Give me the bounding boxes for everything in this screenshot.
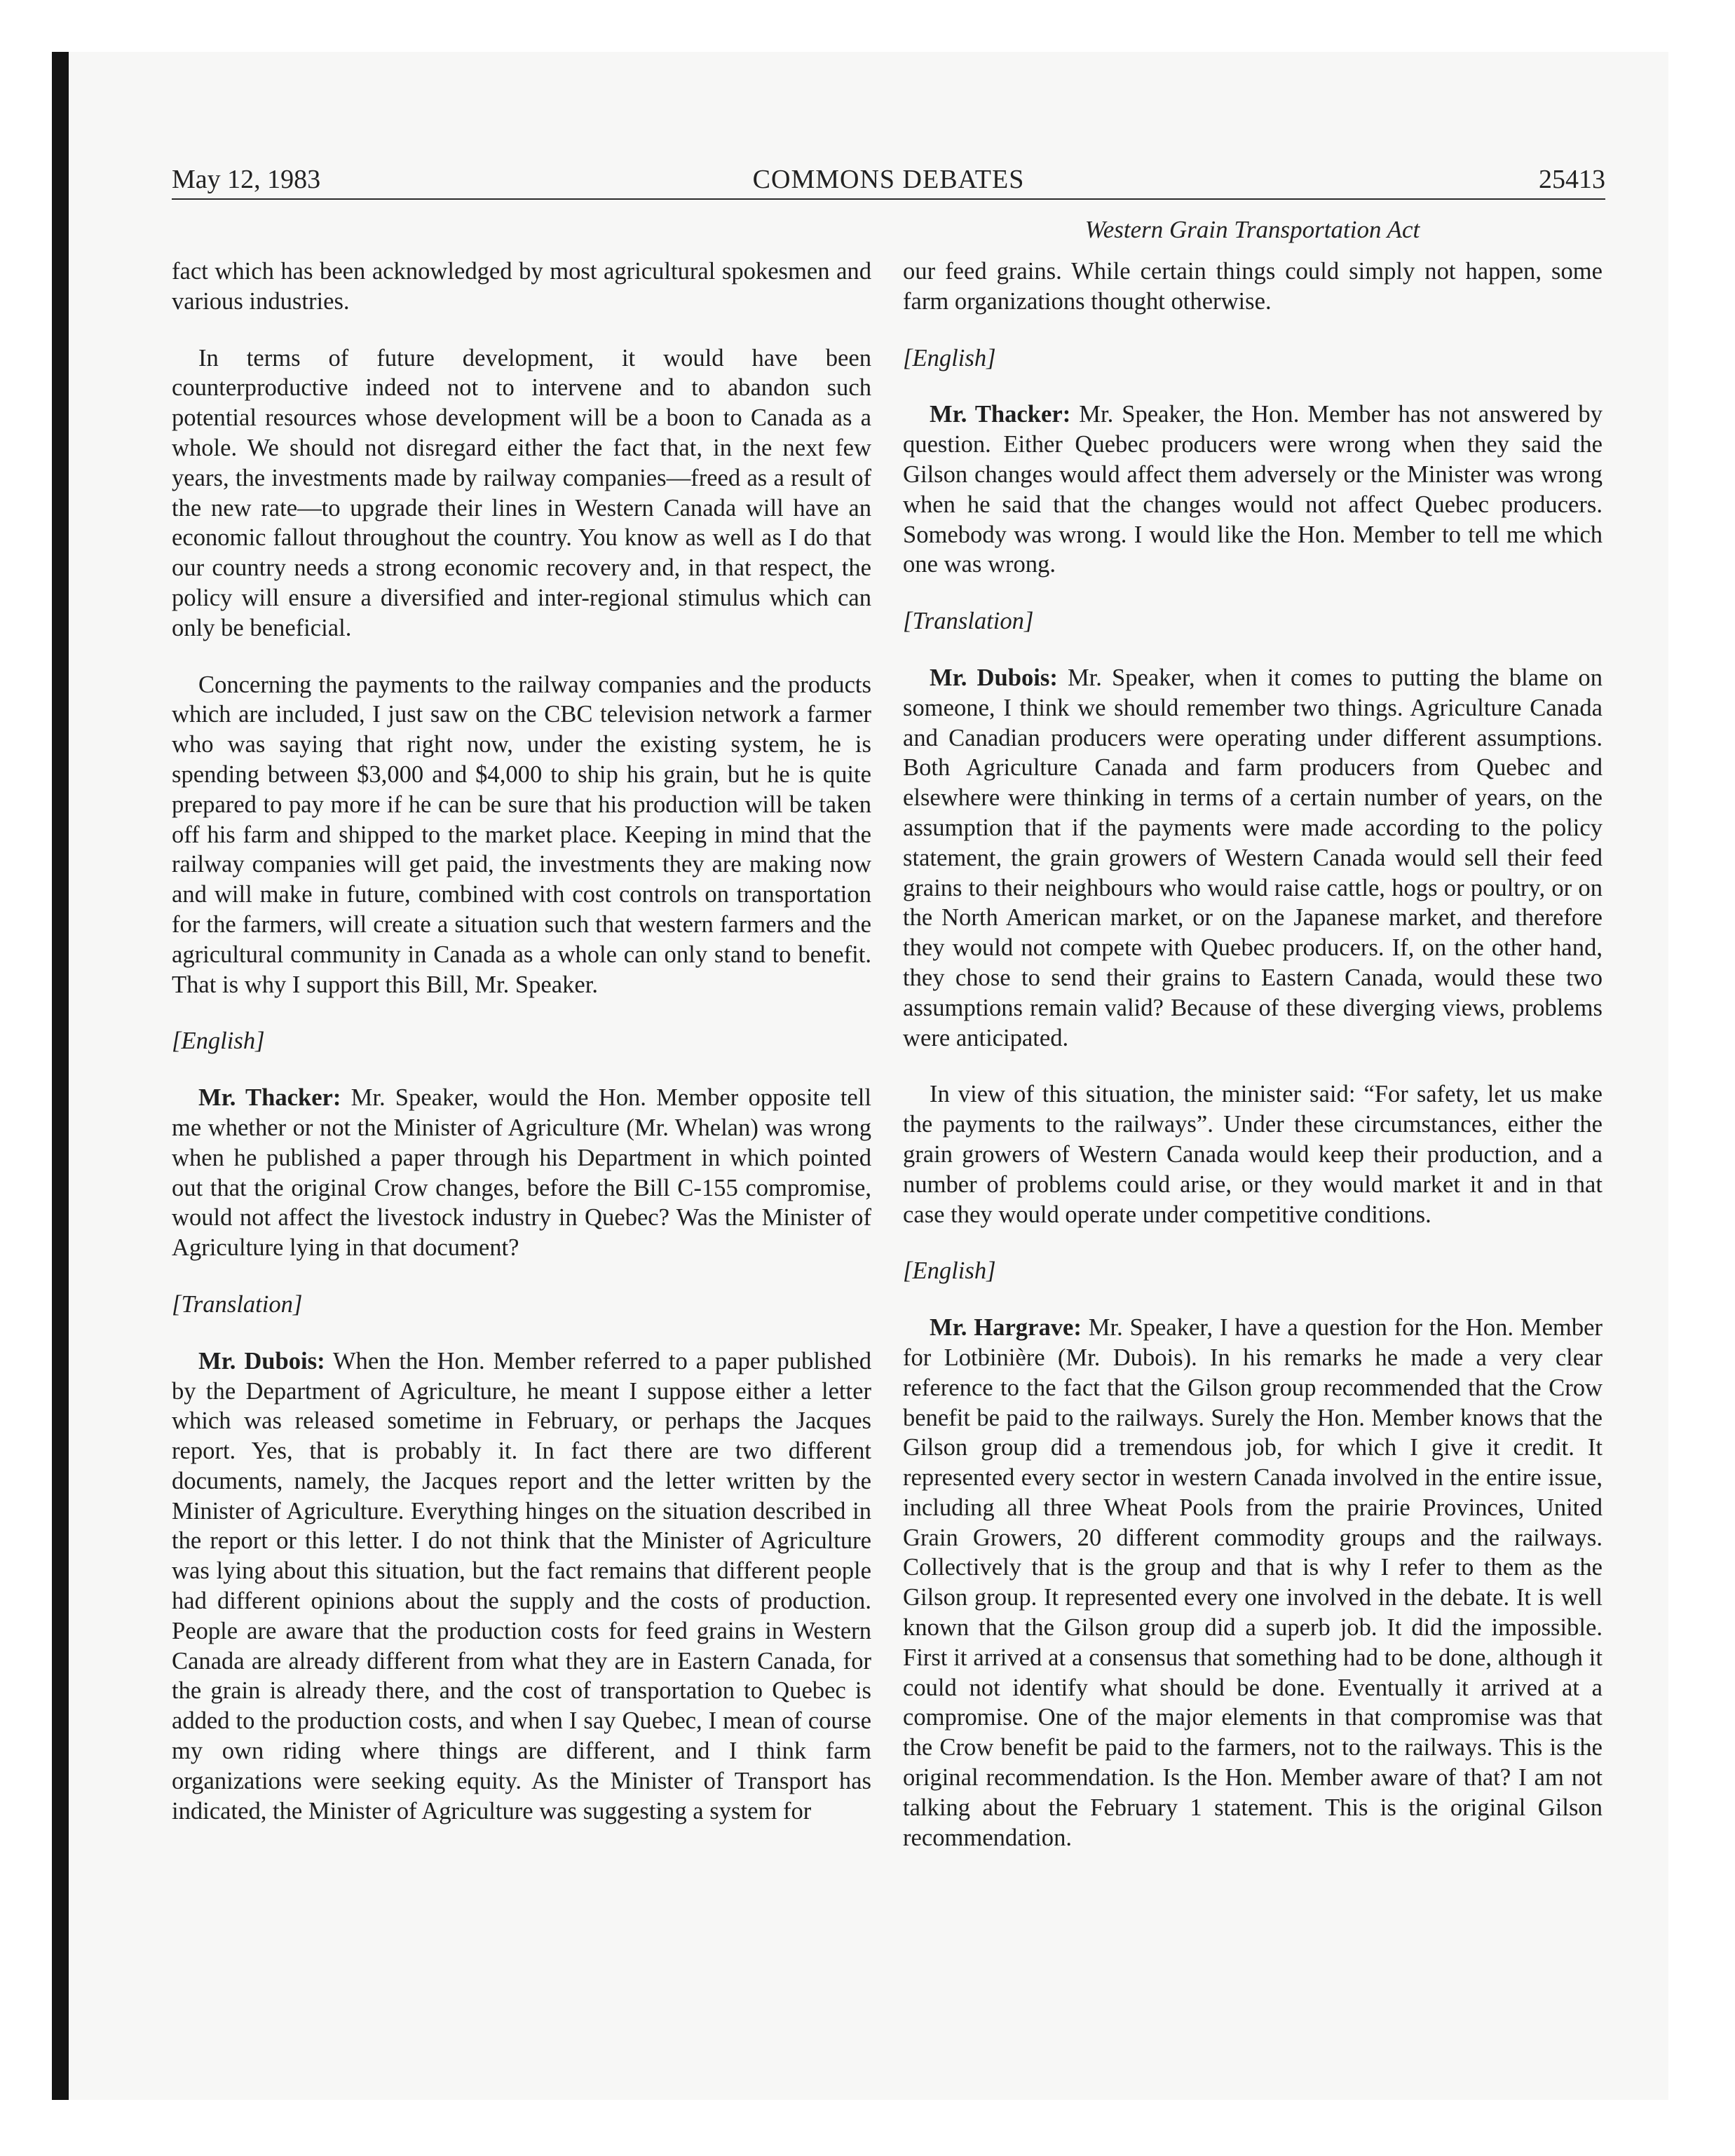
section-title: Western Grain Transportation Act	[1084, 216, 1420, 243]
speech-text: When the Hon. Member referred to a paper published by the Department of Agriculture, he meant I suppose either a letter which was released sometime in February, or perhaps the Jacques report. Yes, that is probably it. In fact there are two different documents, namely, the Jacques report and the letter written by the Minister of Agriculture. Everything hinges on the situation described in the report or this letter. I do not think that the Minister of Agriculture was lying about this situation, but the fact remains that different people had different opinions about the supply and the costs of production. People are aware that the production costs for feed grains in Western Canada are already different from what they are in Eastern Canada, for the grain is already there, and the cost of transportation to Quebec is added to the production costs, and when I say Quebec, I mean of course my own riding where things are different, and I think farm organizations were seeking equity. As the Minister of Transport has indicated, the Minister of Agriculture was suggesting a system for	[172, 1347, 871, 1824]
speech-text: Mr. Speaker, would the Hon. Member opposite tell me whether or not the Minister of Agriculture (Mr. Whelan) was wrong when he published a paper through his Department in which pointed out that the original Crow changes, before the Bill C-155 compromise, would not affect the livestock industry in Quebec? Was the Minister of Agriculture lying in that document?	[172, 1084, 871, 1262]
header-publication: COMMONS DEBATES	[752, 165, 1025, 194]
speech-text: Mr. Speaker, I have a question for the Hon. Member for Lotbinière (Mr. Dubois). In his remarks he made a very clear reference to the fact that the Gilson group recommended that the Crow benefit be paid to the railways. Surely the Hon. Member knows that the Gilson group did a tremendous job, for which I give it credit. It represented every sector in western Canada involved in the entire issue, including all three Wheat Pools from the prairie Provinces, United Grain Growers, 20 different commodity groups and the railways. Collectively that is the group and that is why I refer to them as the Gilson group. It represented every one involved in the debate. It is well known that the Gilson group did a superb job. It did the impossible. First it arrived at a consensus that something had to be done, although it could not identify what should be done. Eventually it arrived at a compromise. One of the major elements in that compromise was that the Crow benefit be paid to the farmers, not to the railways. This is the original recommendation. Is the Hon. Member aware of that? I am not talking about the February 1 statement. This is the original Gilson recommendation.	[903, 1314, 1603, 1851]
language-marker: [ English ]	[172, 1026, 871, 1056]
running-header	[172, 161, 1605, 198]
header-date: May 12, 1983	[172, 165, 321, 194]
header-rule	[172, 198, 1605, 200]
paragraph: fact which has been acknowledged by most agricultural spokesmen and various industries.	[172, 258, 871, 315]
scan-edge-bar	[52, 52, 69, 2100]
speech	[903, 400, 1603, 580]
paragraph: In terms of future development, it would have been counterproductive indeed not to intervene and to abandon such potential resources whose development will be a boon to Canada as a whole. We should not disregard either the fact that, in the next few years, the investments made by railway companies—freed as a result of the new rate—to upgrade their lines in Western Canada will have an economic fallout throughout the country. You know as well as I do that our country needs a strong economic recovery and, in that respect, the policy will ensure a diversified and inter-regional stimulus which can only be beneficial.	[172, 344, 871, 641]
paragraph: In view of this situation, the minister said: “For safety, let us make the payments to the railways”. Under these circumstances, either the grain growers of Western Canada would keep their production, and a number of problems could arise, or they would market it and in that case they would operate under competitive conditions.	[903, 1081, 1603, 1228]
speech	[903, 663, 1603, 1053]
speech	[903, 1313, 1603, 1853]
language-marker: [ Translation ]	[903, 606, 1603, 636]
paragraph: our feed grains. While certain things could simply not happen, some farm organizations thought otherwise.	[903, 258, 1603, 315]
speaker-name: Mr. Thacker:	[198, 1084, 341, 1112]
speech	[172, 1346, 871, 1827]
language-marker: [ English ]	[903, 1256, 1603, 1286]
header-page-number: 25413	[1539, 165, 1605, 194]
speech-text: Mr. Speaker, the Hon. Member has not answered by question. Either Quebec producers were wrong when they said the Gilson changes would affect them adversely or the Minister was wrong when he said that the changes would not affect Quebec producers. Somebody was wrong. I would like the Hon. Member to tell me which one was wrong.	[903, 401, 1603, 578]
speaker-name: Mr. Hargrave:	[930, 1314, 1082, 1342]
language-marker: [ Translation ]	[172, 1290, 871, 1320]
speaker-name: Mr. Thacker:	[930, 401, 1071, 428]
speech	[172, 1083, 871, 1263]
language-marker: [ English ]	[903, 343, 1603, 374]
paragraph: Concerning the payments to the railway companies and the products which are included, I just saw on the CBC television network a farmer who was saying that right now, under the existing system, he is spending between $3,000 and $4,000 to ship his grain, but he is quite prepared to pay more if he can be sure that his production will be taken off his farm and shipped to the market place. Keeping in mind that the railway companies will get paid, the investments they are making now and will make in future, combined with cost controls on transportation for the farmers, will create a situation such that western farmers and the agricultural community in Canada as a whole can only stand to benefit. That is why I support this Bill, Mr. Speaker.	[172, 671, 871, 998]
right-column	[903, 257, 1603, 1879]
speaker-name: Mr. Dubois:	[930, 664, 1058, 691]
speech-text: Mr. Speaker, when it comes to putting the blame on someone, I think we should remember two things. Agriculture Canada and Canadian producers were operating under different assumptions. Both Agriculture Canada and farm producers from Quebec and elsewhere were thinking in terms of a certain number of years, on the assumption that if the payments were made according to the policy statement, the grain growers of Western Canada would sell their feed grains to their neighbours who would raise cattle, hogs or poultry, or on the North American market, or on the Japanese market, and therefore they would not compete with Quebec producers. If, on the other hand, they chose to send their grains to Eastern Canada, would these two assumptions remain valid? Because of these diverging views, problems were anticipated.	[903, 664, 1603, 1051]
left-column	[172, 257, 871, 1853]
speaker-name: Mr. Dubois:	[198, 1347, 325, 1374]
